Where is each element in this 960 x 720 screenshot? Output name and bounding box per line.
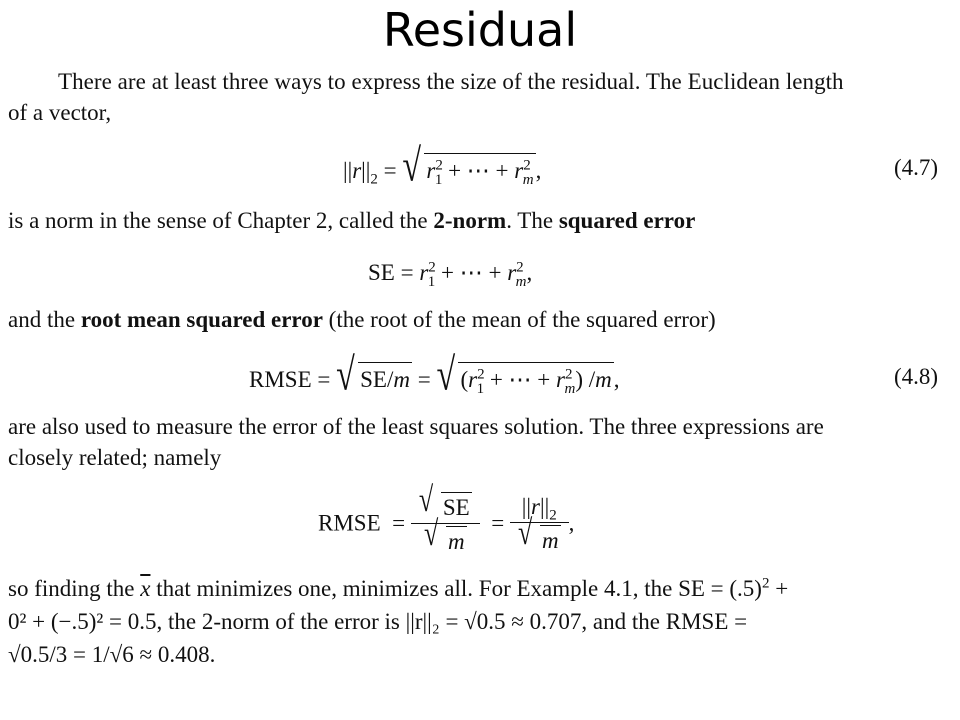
paragraph-5-line-1	[8, 574, 788, 604]
equation-number-4-7: (4.7)	[894, 155, 939, 180]
paragraph-5-line-3: √0.5/3 = 1/√6 ≈ 0.408.	[8, 642, 216, 667]
equation-number-4-8: (4.8)	[894, 364, 939, 389]
paragraph-1-line-1	[58, 67, 946, 97]
paragraph-3	[8, 305, 716, 335]
term-squared-error: squared error	[558, 208, 696, 233]
p5-text-a: so finding the	[8, 576, 141, 601]
p5-text-c: +	[769, 576, 789, 601]
eq47-lhs: $||r||_2$ =	[343, 158, 403, 188]
p3-text-b: (the root of the mean of the squared error)	[322, 307, 716, 332]
fraction-norm-over-sqrt-m: $||r||_2$ √ m	[510, 494, 569, 554]
term-rmse: root mean squared error	[80, 307, 323, 332]
sqrt-sign: √ $r^2_1$ + ⋯ + $r^2_m$	[402, 141, 534, 192]
p3-text-a: and the	[8, 307, 81, 332]
paragraph-1-line-2: of a vector,	[8, 100, 112, 125]
paragraph-5-line-2: 0² + (−.5)² = 0.5, the 2-norm of the error is ||r||₂ = √0.5 ≈ 0.707, and the RMSE =	[8, 609, 748, 634]
paragraph-4-line-2: closely related; namely	[8, 445, 222, 470]
x-bar-symbol: $\overline{x}$	[140, 576, 151, 601]
p5-superscript: 2	[761, 575, 770, 592]
p2-text-a: is a norm in the sense of Chapter 2, called the	[8, 208, 434, 233]
equation-se: SE = $r^2_1$ + ⋯ + $r^2_m$,	[368, 259, 533, 290]
term-2-norm: 2-norm	[433, 208, 507, 233]
p5-text-b: that minimizes one, minimizes all. For Example 4.1, the SE = (.5)	[150, 576, 762, 601]
equation-rmse-relation: RMSE = √ SE √ m = $||r||_2$ √ m ,	[318, 479, 575, 554]
sqrt-sign: √ ($r^2_1$ + ⋯ + $r^2_m$) /m	[436, 350, 612, 401]
equation-4-7: $||r||_2$ = √ $r^2_1$ + ⋯ + $r^2_m$,	[343, 141, 542, 192]
paragraph-4-line-1	[8, 412, 946, 442]
eq47-radicand: $r^2_1$ + ⋯ + $r^2_m$	[424, 153, 535, 186]
slide-title: Residual	[382, 3, 578, 57]
p4-line1-text: are also used to measure the error of the least squares solution. The three expressions are	[8, 414, 824, 439]
p1-line1-text: There are at least three ways to express the size of the residual. The Euclidean length	[58, 69, 844, 94]
sqrt-sign: √ SE/m	[336, 350, 410, 401]
p2-text-b: . The	[506, 208, 559, 233]
equation-4-8: RMSE = √ SE/m = √ ($r^2_1$ + ⋯ + $r^2_m$) /m,	[249, 350, 620, 401]
fraction-sqrt-se-over-sqrt-m: √ SE √ m	[411, 492, 480, 555]
paragraph-2	[8, 206, 695, 236]
